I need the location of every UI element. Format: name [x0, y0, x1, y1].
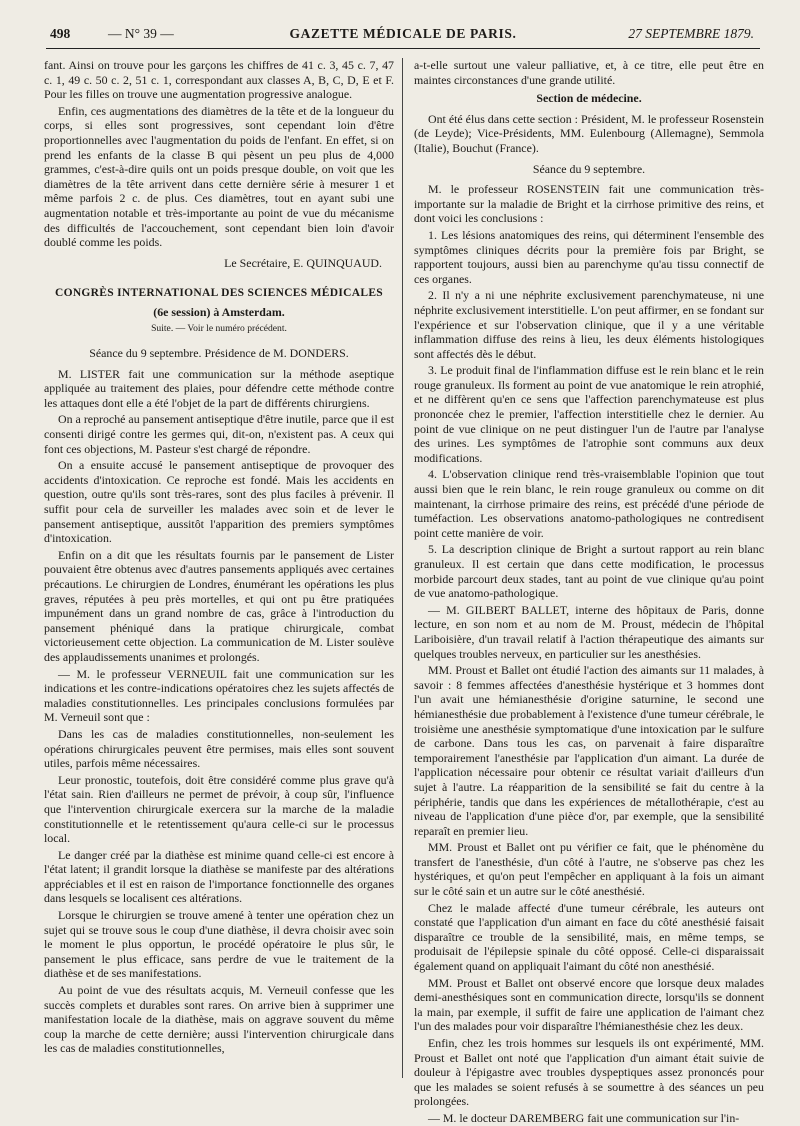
section-note: Suite. — Voir le numéro précédent.: [151, 322, 287, 334]
issue-date: 27 SEPTEMBRE 1879.: [628, 26, 754, 41]
paragraph: MM. Proust et Ballet ont observé encore que lorsque deux malades demi-anesthésiques sont en communication directe, lorsqu'ils se donnent la main, par exemple, il suffit de faire une application de l'aimant chez l'un des malades pour voir disparaître l'hémianesthésie chez les deux.: [414, 975, 764, 1034]
left-column: [44, 58, 394, 1088]
meeting-heading: Séance du 9 septembre. Présidence de M. DONDERS.: [89, 346, 349, 361]
paragraph: 4. L'observation clinique rend très-vraisemblable l'opinion que tout aussi bien que le rein blanc, le rein rouge granuleux ou comme on dit maintenant, la cirrhose primaire des reins, est précédé d'une période de tuméfaction. Les observations anatomo-pathologiques ne contredisent point cette manière de voir.: [414, 467, 764, 540]
paragraph: fant. Ainsi on trouve pour les garçons les chiffres de 41 c. 3, 45 c. 7, 47 c. 1, 49 c. 50 c. 2, 51 c. 1, correspondant aux classes A, B, C, D, E et F. Pour les filles on trouve une augmentation progressive analogue.: [44, 58, 394, 102]
paragraph: On a reproché au pansement antiseptique d'être inutile, parce que il est consenti dirigé contre les germes qui, dit-on, n'existent pas. A ceux qui font ces objections, M. Pasteur s'est chargé de répondre.: [44, 412, 394, 456]
paragraph: Ont été élus dans cette section : Président, M. le professeur Rosenstein (de Leyde); Vice-Présidents, MM. Eulenbourg (Allemagne), Semmola (Italie), Bouchut (France).: [414, 111, 764, 155]
paragraph: 3. Le produit final de l'inflammation diffuse est le rein blanc et le rein rouge granuleux. Ils forment au point de vue anatomique le rein atrophié, et ne diffèrent qu'en ce sens que l'affection parenchymateuse est plus prononcée chez le premier, l'affection interstitielle chez le dernier. Au point de vue clinique on ne peut distinguer l'un de l'autre par l'analyse des urines. Les symptômes de l'atrophie sont communs aux deux modifications.: [414, 363, 764, 465]
section-subtitle: (6e session) à Amsterdam.: [153, 304, 285, 319]
meeting-heading: Séance du 9 septembre.: [532, 161, 646, 176]
paragraph: — M. le docteur DAREMBERG fait une communication sur l'in-: [428, 1110, 740, 1125]
paragraph: MM. Proust et Ballet ont pu vérifier ce fait, que le phénomène du transfert de l'anesthésie, d'un côté à l'autre, ne s'observe pas chez les hystériques, et qu'on peut l'empêcher en appliquant à la fois un aimant sur le côté sain et un autre sur le côté anesthésié.: [414, 840, 764, 899]
paragraph: Enfin, chez les trois hommes sur lesquels ils ont expérimenté, MM. Proust et Ballet ont noté que l'application d'un aimant était suivie de douleur à l'épigastre avec troubles dyspeptiques assez prononcés pour que les malades se soient refusés à se soumettre à des séances un peu prolongées.: [414, 1036, 764, 1109]
paragraph: Le danger créé par la diathèse est minime quand celle-ci est encore à l'état latent; il grandit lorsque la diathèse se manifeste par des altérations appréciables et il est en raison de l'importance fonctionnelle des organes dans lesquels se localisent ces altérations.: [44, 847, 394, 906]
issue-number: — N° 39 —: [108, 26, 174, 41]
paragraph: Au point de vue des résultats acquis, M. Verneuil confesse que les succès complets et durables sont rares. On arrive bien à supprimer une manifestation locale de la diathèse, mais on aggrave souvent du même coup la marche de cette dernière; aussi l'intervention chirurgicale dans les cas de maladies constitutionnelles,: [44, 983, 394, 1056]
column-divider: [402, 58, 403, 1078]
paragraph: Enfin, ces augmentations des diamètres de la tête et de la longueur du corps, si elles sont progressives, sont cependant loin d'être proportionnelles avec l'augmentation du poids de l'enfant. En effet, si on prend les enfants de la classe B qui pèsent un peu plus de 4,000 grammes, c'est-à-dire quils ont un poids presque double, on voit que les diamètres de la tête arrivent dans cette dernière série à mesurer 1 et même parfois 2 c. de plus. Ces diamètres, tout en ayant subi une augmentation notable et très-importante au point de vue du mécanisme des difficultés de l'accouchement, sont cependant bien loin d'avoir doublé comme les poids.: [44, 103, 394, 250]
paragraph: Leur pronostic, toutefois, doit être considéré comme plus grave qu'à l'état sain. Rien d'ailleurs ne permet de prévoir, à coup sûr, l'influence que l'intervention chirurgicale exercera sur la marche de la maladie constitutionnelle et le retentissement qu'aura celle-ci sur le processus local.: [44, 772, 394, 846]
journal-title: GAZETTE MÉDICALE DE PARIS.: [289, 26, 517, 41]
paragraph: a-t-elle surtout une valeur palliative, et, à ce titre, elle peut être en maintes circonstances d'une grande utilité.: [414, 58, 764, 87]
paragraph: Enfin on a dit que les résultats fournis par le pansement de Lister pouvaient être obtenus avec d'autres pansements appliqués avec certaines précautions. Le chirurgien de Londres, énumérant les opérations les plus graves, réputées à peu près mortelles, et qui ont pu être pratiquées impunément dans un grand nombre de cas, grâce à l'introduction du pansement phéniqué dans la pratique chirurgicale, combat victorieusement cette objection. La communication de M. Lister soulève des applaudissements unanimes et prolongés.: [44, 547, 394, 664]
paragraph: Lorsque le chirurgien se trouve amené à tenter une opération chez un sujet qui se trouve sous le coup d'une diathèse, il devra choisir avec soin le moment le plus opportun, le procédé opératoire le plus sûr, le pansement le plus efficace, sans perdre de vue le traitement de la diathèse et de ses manifestations.: [44, 908, 394, 981]
section-title: CONGRÈS INTERNATIONAL DES SCIENCES MÉDICALES: [54, 287, 384, 300]
paragraph: M. LISTER fait une communication sur la méthode aseptique appliquée au traitement des plaies, pour défendre cette méthode contre les attaques dont elle a été l'objet de la part de différents chirurgiens.: [44, 366, 394, 410]
paragraph: 1. Les lésions anatomiques des reins, qui déterminent l'ensemble des symptômes cliniques décrits pour la première fois par Bright, se rapportent toujours, aussi bien au parenchyme qu'au tissu connectif de ces organes.: [414, 227, 764, 286]
page-number: 498: [50, 26, 71, 41]
paragraph: — M. le professeur VERNEUIL fait une communication sur les indications et les contre-indications opératoires chez les sujets affectés de maladies constitutionnelles. Les principales conclusions formulées par M. Verneuil sont que :: [44, 666, 394, 725]
paragraph: Dans les cas de maladies constitutionnelles, non-seulement les opérations chirurgicales peuvent être permises, mais elles sont souvent utiles, parfois même nécessaires.: [44, 726, 394, 771]
section-heading: Section de médecine.: [536, 91, 642, 106]
right-column: [414, 58, 764, 1125]
paragraph: M. le professeur ROSENSTEIN fait une communication très-importante sur la maladie de Bright et la cirrhose primitive des reins, et dont voici les conclusions :: [414, 182, 764, 226]
paragraph: 2. Il n'y a ni une néphrite exclusivement parenchymateuse, ni une néphrite exclusivement interstitielle. L'on peut affirmer, en se fondant sur l'expérience et sur l'observation clinique, que il y a une véritable inflammation diffuse des reins à lieu, les deux éléments histologiques sont affectés dès le début.: [414, 288, 764, 361]
paragraph: Chez le malade affecté d'une tumeur cérébrale, les auteurs ont constaté que l'application d'un aimant en face du côté anesthésié faisait disparaître ce trouble de la sensibilité, mais, en même temps, se produisait de l'épilepsie spinale du côté opposé. Celle-ci disparaissait également quand on appliquait l'aimant du côté non anesthésié.: [414, 900, 764, 974]
paragraph: 5. La description clinique de Bright a surtout rapport au rein blanc granuleux. Il est certain que dans cette modification, le processus morbide parcourt deux stades, tant au point de vue clinique qu'au point de vue anatomo-pathologique.: [414, 542, 764, 601]
paragraph: MM. Proust et Ballet ont étudié l'action des aimants sur 11 malades, à savoir : 8 femmes affectées d'anesthésie hystérique et 3 hommes dont l'un avait une hémianesthésie d'origine saturnine, le second une hémianesthésie due probablement à l'existence d'une tumeur cérébrale, le troisième une anesthésie symptomatique d'une intoxication par le sulfure de carbone. Dans tous les cas, on parvenait à faire disparaître temporairement l'anesthésie par l'application d'un aimant. La durée de l'application nécessaire pour obtenir ce résultat variait d'ailleurs d'un sujet à l'autre. La réapparition de la sensibilité se fait du centre à la périphérie, tandis que dans les expériences de métallothérapie, c'est au niveau de l'application d'une pièce d'or, par exemple, que la sensibilité reparaît en premier lieu.: [414, 663, 764, 838]
paragraph: — M. GILBERT BALLET, interne des hôpitaux de Paris, donne lecture, en son nom et au nom de M. Proust, médecin de l'hôpital Lariboisière, d'un travail relatif à l'action thérapeutique des aimants sur quelques troubles nerveux, en particulier sur les anesthésies.: [414, 602, 764, 661]
page-header: [46, 22, 760, 49]
signature: Le Secrétaire, E. QUINQUAUD.: [224, 255, 382, 270]
paragraph: On a ensuite accusé le pansement antiseptique de provoquer des accidents d'intoxication. Ce reproche est fondé. Mais les accidents en question, outre qu'ils sont très-rares, sont des plus faciles à prévenir. Il suffit pour cela de surveiller les malades avec soin et de lever le pansement antiseptique, aussitôt l'apparition des premiers symptômes d'intoxication.: [44, 458, 394, 546]
